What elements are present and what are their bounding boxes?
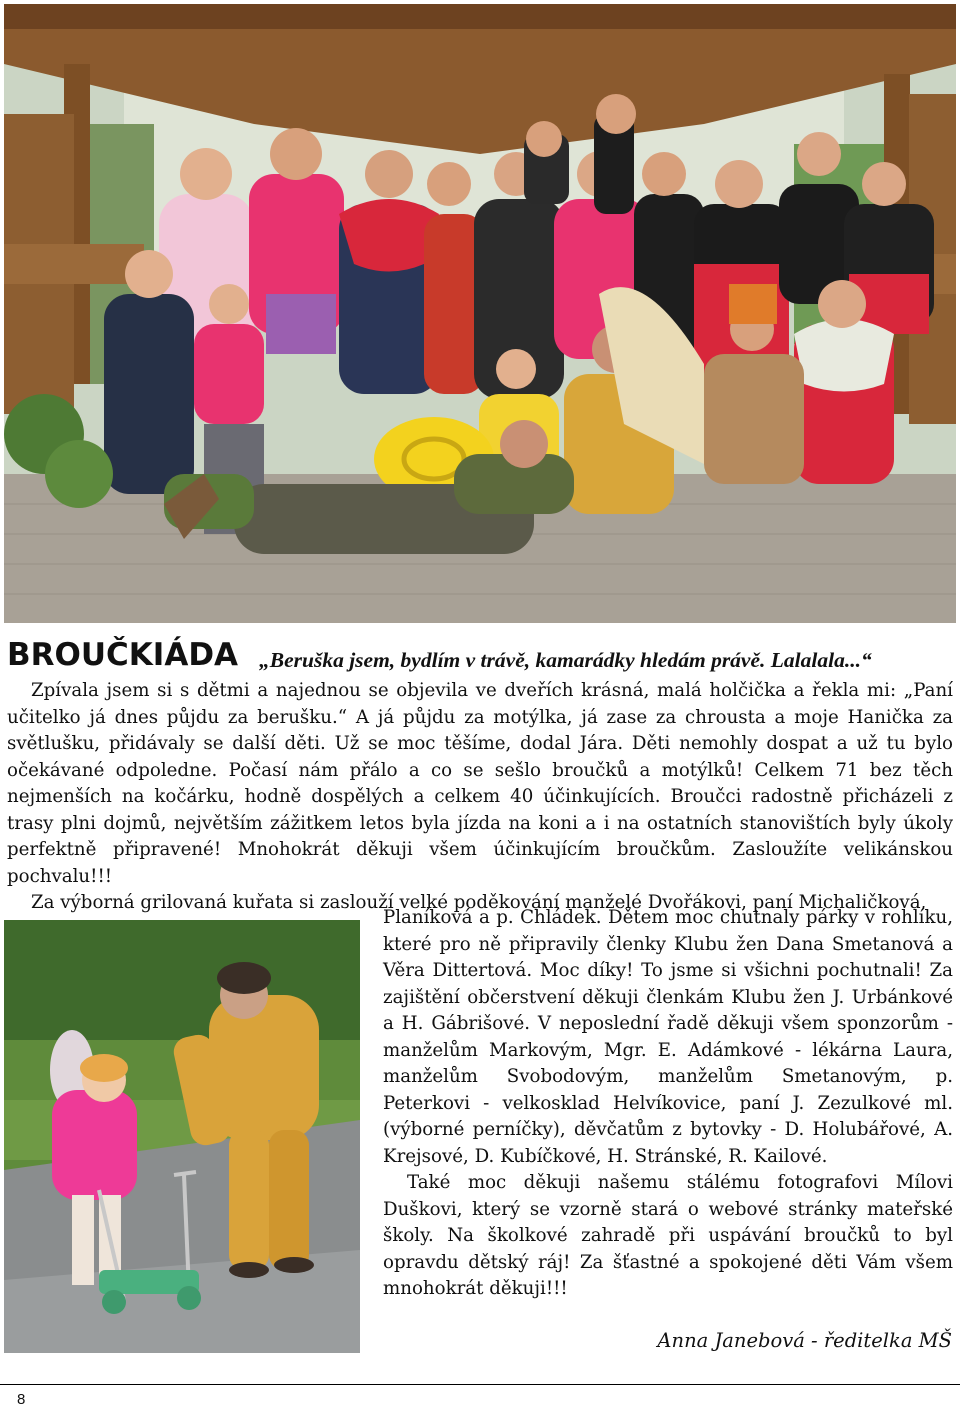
page-number: 8 — [17, 1391, 26, 1408]
article-body-right-column — [383, 905, 953, 1303]
signature: Anna Janebová - ředitelka MŠ — [657, 1329, 952, 1352]
paragraph-3: Také moc děkuji našemu stálému fotografovi Mílovi Duškovi, který se vzorně stará o webové stránky mateřské školy. Na školkové zahradě při uspávání broučků to byl opravdu dětský ráj! Za šťastné a spokojené děti Vám všem mnohokrát děkuji!!! — [383, 1172, 953, 1299]
article-motto: „Beruška jsem, bydlím v trávě, kamarádky hledám právě. Lalalala...“ — [259, 648, 872, 672]
group-photo-graphic — [4, 4, 956, 623]
group-photo — [4, 4, 956, 623]
article-title: BROUČKIÁDA — [7, 637, 239, 673]
paragraph-2-start: Za výborná grilovaná kuřata si zaslouží velké poděkování manželé Dvořákovi, paní Michaličková, — [31, 892, 927, 913]
paragraph-2-rest: Planíková a p. Chládek. Dětem moc chutnaly párky v rohlíku, které pro ně připravily členky Klubu žen Dana Smetanová a Věra Dittertová. Moc díky! To jsme si všichni pochutnali! Za zajištění občerstvení děkuji členkám Klubu žen J. Urbánkové a H. Gábrišové. V neposlední řadě děkuji všem sponzorům - manželům Markovým, Mgr. E. Adámkové - lékárna Laura, manželům Svobodovým, manželům Smetanovým, p. Peterkovi - velkosklad Helvíkovice, paní J. Zezulkové ml. (výborné perníčky), děvčatům z bytovky - D. Holubářové, A. Krejsové, D. Kubíčkové, H. Stránské, R. Kailové. — [383, 907, 953, 1167]
child-photo-graphic — [4, 920, 360, 1353]
footer-divider — [0, 1384, 960, 1385]
paragraph-1: Zpívala jsem si s dětmi a najednou se objevila ve dveřích krásná, malá holčička a řekla mi: „Paní učitelko já dnes půjdu za berušku.“ A já půjdu za motýlka, já zase za chrousta a moje Hanička za světlušku, přidávaly se další děti. Už se moc těšíme, dodal Jára. Děti nemohly dospat a už tu bylo očekávané odpoledne. Počasí nám přálo a co se sešlo broučků a motýlků! Celkem 71 bez těch nejmenších na kočárku, hodně dospělých a celkem 40 účinkujících. Broučci radostně přicházeli z trasy plni dojmů, největším zážitkem letos byla jízda na koni a i na ostatních stanovištích byly úkoly perfektně připravené! Mnohokrát děkuji všem účinkujícím broučkům. Zasloužíte velikánskou pochvalu!!! — [7, 680, 953, 887]
article-body-full-width — [7, 678, 953, 917]
child-photo — [4, 920, 360, 1353]
